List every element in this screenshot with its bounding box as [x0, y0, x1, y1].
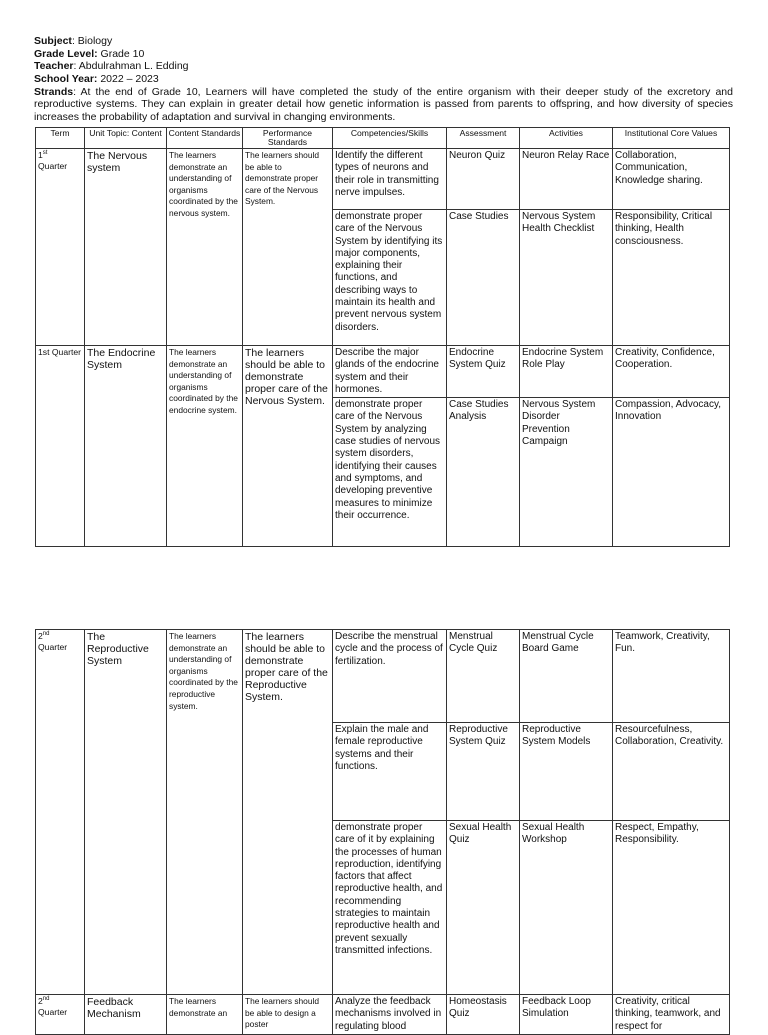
subject-value: : Biology	[71, 35, 113, 47]
activity-cell: Nervous System Health Checklist	[520, 210, 613, 346]
unit-topic-cell: The Endocrine System	[85, 346, 167, 547]
core-values-cell: Responsibility, Critical thinking, Health consciousness.	[613, 210, 730, 346]
performance-standard-cell: The learners should be able to demonstrate proper care of the Nervous System.	[243, 346, 333, 547]
competency-cell: Describe the menstrual cycle and the process of fertilization.	[333, 630, 447, 723]
term-number: 2	[38, 631, 43, 641]
assessment-cell: Sexual Health Quiz	[447, 821, 520, 995]
competency-cell: demonstrate proper care of it by explaining the processes of human reproduction, identifying factors that affect reproductive health, and recommending strategies to maintain reproductive health and prevent sexually transmitted infections.	[333, 821, 447, 995]
term-superscript: nd	[42, 996, 50, 1002]
col-content-standards: Content Standards	[167, 128, 243, 149]
core-values-cell: Creativity, Confidence, Cooperation.	[613, 346, 730, 398]
term-cell	[36, 149, 85, 346]
curriculum-table-1	[35, 127, 730, 547]
activity-cell: Sexual Health Workshop	[520, 821, 613, 995]
term-number: 2	[38, 996, 43, 1006]
competency-cell: Identify the different types of neurons and their role in transmitting nerve impulses.	[333, 149, 447, 210]
term-cell	[36, 630, 85, 995]
term-word: Quarter	[38, 161, 68, 171]
year-label: School Year:	[34, 72, 98, 85]
activity-cell: Endocrine System Role Play	[520, 346, 613, 398]
core-values-cell: Compassion, Advocacy, Innovation	[613, 398, 730, 547]
teacher-line	[34, 60, 734, 72]
curriculum-table-2	[35, 629, 730, 1035]
term-word: Quarter	[38, 1007, 68, 1017]
col-competencies: Competencies/Skills	[333, 128, 447, 149]
col-performance-standards: Performance Standards	[243, 128, 333, 149]
grade-value: Grade 10	[97, 47, 145, 60]
term-cell	[36, 995, 85, 1035]
unit-topic-cell: The Nervous system	[85, 149, 167, 346]
term-word: Quarter	[38, 642, 68, 652]
strands-label: Strands	[34, 86, 74, 98]
performance-standard-cell: The learners should be able to design a poster	[243, 995, 333, 1035]
header-row	[36, 128, 730, 149]
table-row	[36, 149, 730, 210]
activity-cell: Nervous System Disorder Prevention Campaign	[520, 398, 613, 547]
grade-line	[34, 48, 734, 60]
activity-cell: Feedback Loop Simulation	[520, 995, 613, 1035]
performance-standard-cell: The learners should be able to demonstrate proper care of the Reproductive System.	[243, 630, 333, 995]
year-value: 2022 – 2023	[97, 72, 159, 85]
unit-topic-cell: Feedback Mechanism	[85, 995, 167, 1035]
assessment-cell: Endocrine System Quiz	[447, 346, 520, 398]
table-row	[36, 630, 730, 723]
teacher-value: : Abdulrahman L. Edding	[73, 60, 189, 72]
strands-paragraph	[34, 86, 733, 123]
col-assessment: Assessment	[447, 128, 520, 149]
subject-line	[34, 35, 734, 47]
school-year-line	[34, 73, 734, 85]
core-values-cell: Respect, Empathy, Responsibility.	[613, 821, 730, 995]
strands-text: : At the end of Grade 10, Learners will have completed the study of the entire organism with their deeper study of the excretory and reproductive systems. They can explain in greater detail how genetic information is passed from parents to offspring, and how diversity of species increases the probability of adaptation and survival in changing environments.	[34, 86, 733, 123]
assessment-cell: Reproductive System Quiz	[447, 723, 520, 821]
assessment-cell: Case Studies	[447, 210, 520, 346]
competency-cell: demonstrate proper care of the Nervous System by analyzing case studies of nervous system disorders, identifying their causes and symptoms, and developing preventive measures to minimize their occurrence.	[333, 398, 447, 547]
col-core-values: Institutional Core Values	[613, 128, 730, 149]
teacher-label: Teacher	[34, 60, 74, 72]
activity-cell: Reproductive System Models	[520, 723, 613, 821]
assessment-cell: Menstrual Cycle Quiz	[447, 630, 520, 723]
core-values-cell: Teamwork, Creativity, Fun.	[613, 630, 730, 723]
content-standard-cell: The learners demonstrate an understanding of organisms coordinated by the endocrine system.	[167, 346, 243, 547]
core-values-cell: Creativity, critical thinking, teamwork, and respect for	[613, 995, 730, 1035]
competency-cell: Explain the male and female reproductive systems and their functions.	[333, 723, 447, 821]
activity-cell: Menstrual Cycle Board Game	[520, 630, 613, 723]
content-standard-cell: The learners demonstrate an	[167, 995, 243, 1035]
performance-standard-cell: The learners should be able to demonstrate proper care of the Nervous System.	[243, 149, 333, 346]
content-standard-cell: The learners demonstrate an understanding of organisms coordinated by the reproductive system.	[167, 630, 243, 995]
content-standard-cell: The learners demonstrate an understanding of organisms coordinated by the nervous system.	[167, 149, 243, 346]
term-superscript: nd	[42, 631, 50, 637]
col-unit-topic: Unit Topic: Content	[85, 128, 167, 149]
core-values-cell: Collaboration, Communication, Knowledge sharing.	[613, 149, 730, 210]
assessment-cell: Homeostasis Quiz	[447, 995, 520, 1035]
competency-cell: Analyze the feedback mechanisms involved in regulating blood	[333, 995, 447, 1035]
term-superscript: st	[42, 150, 48, 156]
competency-cell: Describe the major glands of the endocrine system and their hormones.	[333, 346, 447, 398]
table-row	[36, 346, 730, 398]
table-row	[36, 995, 730, 1035]
term-cell: 1st Quarter	[36, 346, 85, 547]
term-number: 1	[38, 150, 43, 160]
col-term: Term	[36, 128, 85, 149]
assessment-cell: Case Studies Analysis	[447, 398, 520, 547]
core-values-cell: Resourcefulness, Collaboration, Creativity.	[613, 723, 730, 821]
col-activities: Activities	[520, 128, 613, 149]
subject-label: Subject	[34, 35, 72, 47]
unit-topic-cell: The Reproductive System	[85, 630, 167, 995]
activity-cell: Neuron Relay Race	[520, 149, 613, 210]
grade-label: Grade Level:	[34, 47, 98, 60]
competency-cell: demonstrate proper care of the Nervous System by identifying its major components, explaining their functions, and describing ways to maintain its health and prevent nervous system disorders.	[333, 210, 447, 346]
assessment-cell: Neuron Quiz	[447, 149, 520, 210]
